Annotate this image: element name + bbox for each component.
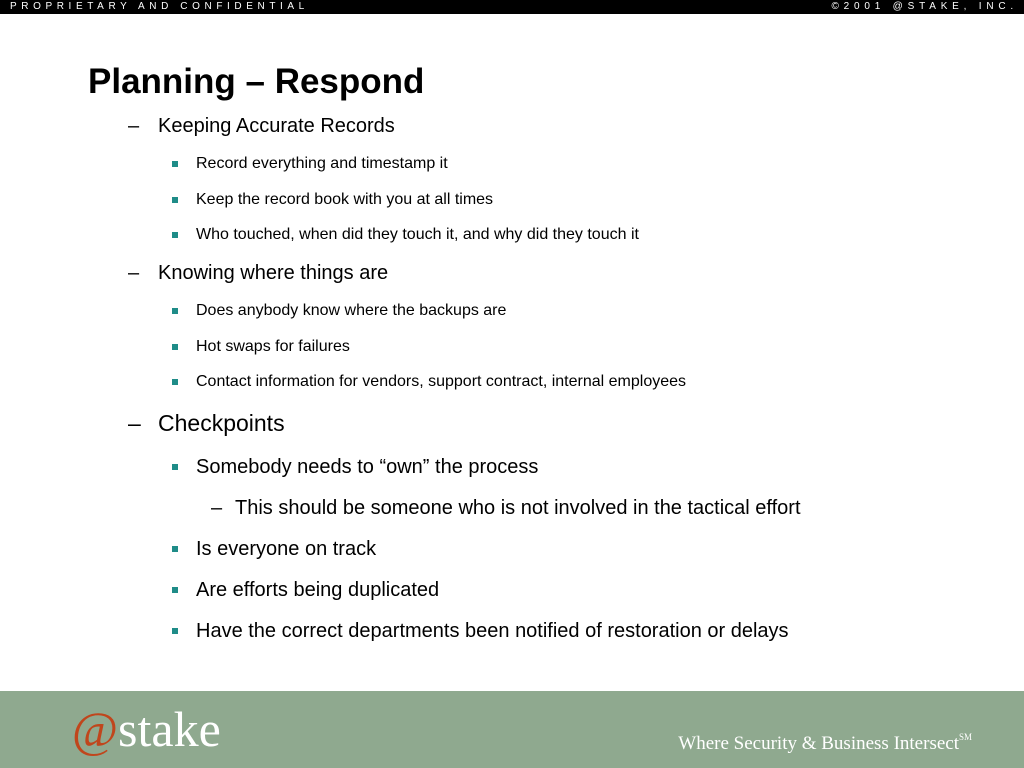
logo-wordmark: stake [118, 701, 221, 757]
list-item-text: Contact information for vendors, support contract, internal employees [196, 373, 687, 390]
list-item-text: Does anybody know where the backups are [196, 302, 507, 319]
list-item-text: Record everything and timestamp it [196, 155, 448, 172]
dash-marker: – [128, 115, 140, 137]
square-bullet-icon [172, 308, 178, 314]
tagline-text: Where Security & Business Intersect [678, 733, 959, 754]
copyright-label: ©2001 @STAKE, INC. [831, 1, 1018, 12]
footer-band [0, 691, 1024, 768]
list-item-text: Hot swaps for failures [196, 338, 350, 355]
square-bullet-icon [172, 344, 178, 350]
list-item-text: Somebody needs to “own” the process [196, 456, 539, 478]
square-bullet-icon [172, 546, 178, 552]
list-item-text: Who touched, when did they touch it, and why did they touch it [196, 226, 639, 243]
dash-marker: – [211, 497, 223, 519]
square-bullet-icon [172, 197, 178, 203]
confidential-label: PROPRIETARY AND CONFIDENTIAL [10, 1, 309, 12]
stake-logo [72, 701, 221, 757]
section-label: Keeping Accurate Records [158, 115, 395, 137]
list-item-text: Are efforts being duplicated [196, 579, 440, 601]
confidential-header-bar [0, 0, 1024, 14]
square-bullet-icon [172, 161, 178, 167]
square-bullet-icon [172, 587, 178, 593]
dash-marker: – [128, 410, 141, 436]
square-bullet-icon [172, 464, 178, 470]
list-item-text: Is everyone on track [196, 538, 377, 560]
slide-title: Planning – Respond [88, 62, 425, 101]
tagline [678, 725, 972, 756]
square-bullet-icon [172, 379, 178, 385]
sub-list-item-text: This should be someone who is not involved in the tactical effort [235, 497, 801, 519]
square-bullet-icon [172, 628, 178, 634]
service-mark: SM [958, 732, 972, 742]
list-item-text: Keep the record book with you at all times [196, 191, 494, 208]
section-label: Checkpoints [158, 410, 285, 436]
square-bullet-icon [172, 232, 178, 238]
section-label: Knowing where things are [158, 262, 389, 284]
list-item-text: Have the correct departments been notified of restoration or delays [196, 620, 789, 642]
logo-at-symbol: @ [72, 701, 119, 757]
dash-marker: – [128, 262, 140, 284]
